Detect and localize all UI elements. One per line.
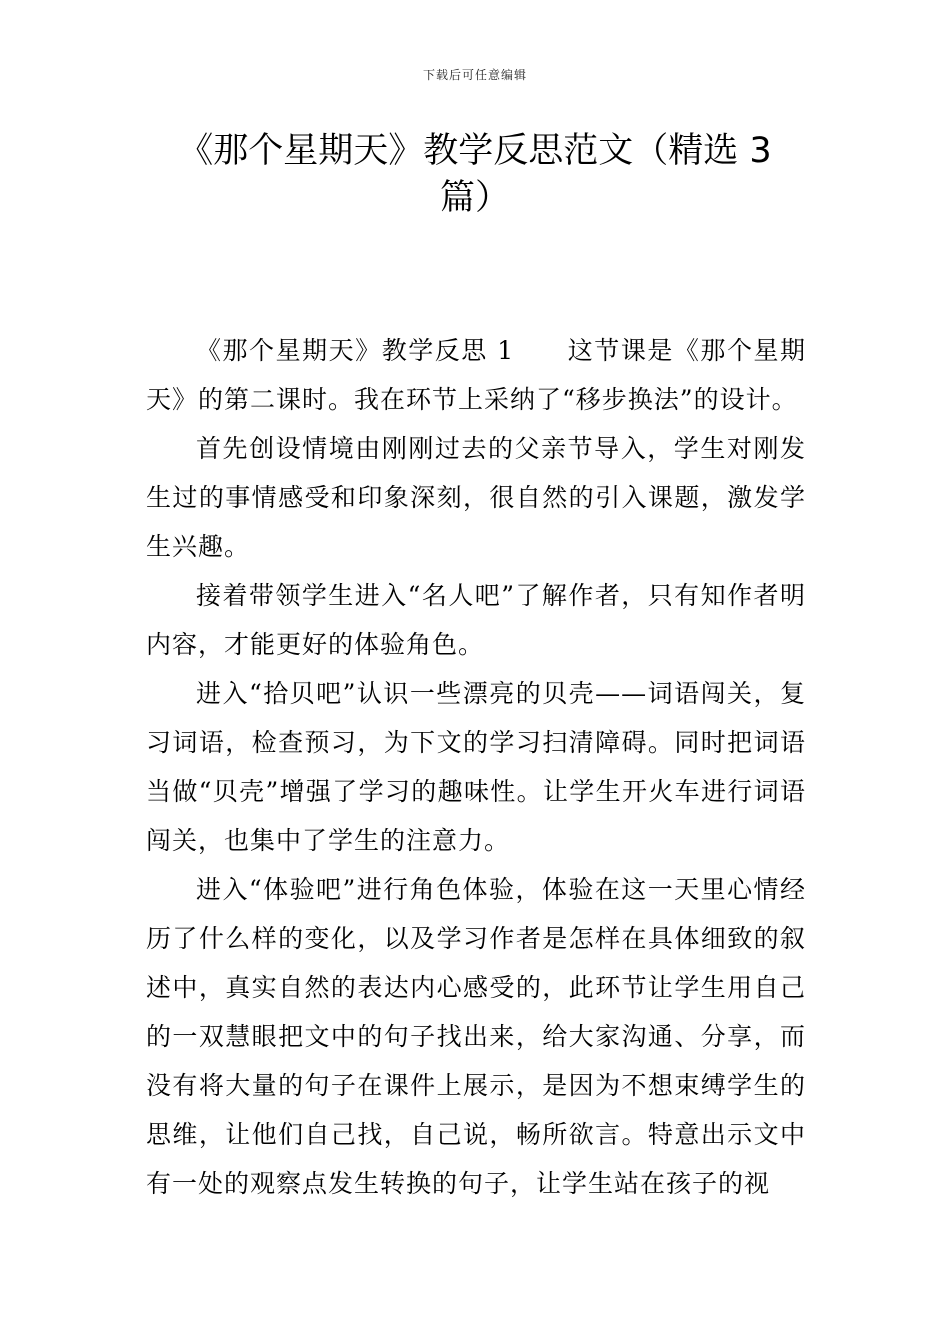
paragraph-1: 《那个星期天》教学反思 1 这节课是《那个星期天》的第二课时。我在环节上采纳了“移步换法”的设计。 xyxy=(146,336,806,414)
title-line-2: 篇） xyxy=(439,178,510,218)
paragraph-4: 进入“拾贝吧”认识一些漂亮的贝壳——词语闯关，复习词语，检查预习，为下文的学习扫清障碍。同时把词语当做“贝壳”增强了学习的趣味性。让学生开火车进行词语闯关，也集中了学生的注意力。 xyxy=(146,679,806,855)
paragraph-5: 进入“体验吧”进行角色体验，体验在这一天里心情经历了什么样的变化，以及学习作者是怎样在具体细致的叙述中，真实自然的表达内心感受的，此环节让学生用自己的一双慧眼把文中的句子找出来，给大家沟通、分享，而没有将大量的句子在课件上展示，是因为不想束缚学生的思维，让他们自己找，自己说，畅所欲言。特意出示文中有一处的观察点发生转换的句子，让学生站在孩子的视 xyxy=(146,875,806,1198)
document-title xyxy=(150,128,800,222)
header-note: 下载后可任意编辑 xyxy=(422,68,527,82)
title-line-1: 《那个星期天》教学反思范文（精选 3 xyxy=(178,131,772,171)
paragraph-3: 接着带领学生进入“名人吧”了解作者，只有知作者明内容，才能更好的体验角色。 xyxy=(146,581,806,659)
paragraph-2: 首先创设情境由刚刚过去的父亲节导入，学生对刚发生过的事情感受和印象深刻，很自然的引入课题，激发学生兴趣。 xyxy=(146,434,806,561)
document-body xyxy=(146,326,806,1208)
